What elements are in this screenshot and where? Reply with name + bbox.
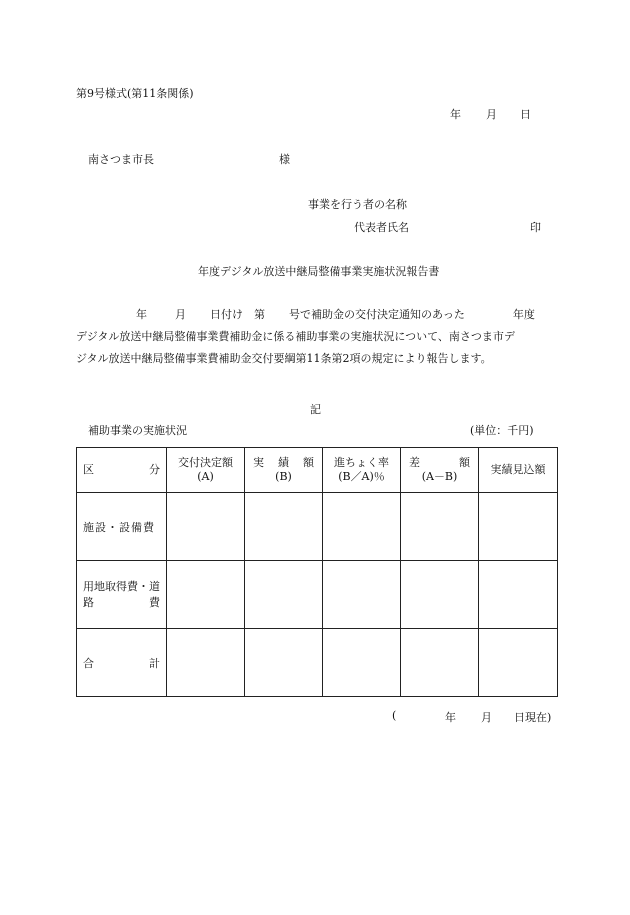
header-actual-a: 実 (253, 456, 264, 469)
header-granted-amount-sub: (A) (197, 470, 214, 483)
body-paragraph (76, 304, 560, 370)
header-progress-sub: (B／A)％ (338, 470, 385, 483)
table-cell[interactable] (167, 629, 245, 697)
header-difference-sub: (A－B) (421, 470, 458, 483)
row-label-total-left: 合 (83, 656, 94, 670)
table-cell[interactable] (323, 561, 401, 629)
footer-year: 年 (445, 711, 456, 724)
header-actual-sub: (B) (275, 470, 292, 483)
header-expected-actual (479, 448, 558, 493)
date-month: 月 (486, 108, 497, 121)
row-label-facilities-text: 施設・設備費 (83, 520, 155, 534)
header-difference-a: 差 (409, 456, 420, 469)
table-cell[interactable] (167, 561, 245, 629)
addressee-name: 南さつま市長 (88, 153, 154, 166)
row-label-facilities (77, 493, 167, 561)
table-row (77, 561, 558, 629)
form-number: 第9号様式(第11条関係) (76, 87, 194, 100)
table-header-row (77, 448, 558, 493)
table-cell[interactable] (323, 629, 401, 697)
document-title: 年度デジタル放送中継局整備事業実施状況報告書 (198, 265, 440, 278)
header-expected-label: 実績見込額 (490, 463, 546, 476)
body-fiscal-year: 年度 (512, 308, 535, 321)
body-year: 年 (136, 308, 147, 321)
row-label-land-road-left: 路 (83, 595, 94, 609)
table-cell[interactable] (401, 629, 479, 697)
table-cell[interactable] (479, 561, 558, 629)
table-cell[interactable] (401, 493, 479, 561)
applicant-org-label: 事業を行う者の名称 (308, 198, 407, 211)
implementation-status-table (76, 447, 558, 697)
header-category-right: 分 (149, 463, 160, 476)
date-day: 日 (520, 108, 531, 121)
header-actual-amount (245, 448, 323, 493)
header-granted-amount-label: 交付決定額 (178, 456, 233, 469)
header-granted-amount (167, 448, 245, 493)
table-row (77, 493, 558, 561)
header-difference-b: 額 (459, 456, 470, 469)
body-notice: 号で補助金の交付決定通知のあった (289, 308, 465, 321)
header-progress-label: 進ちょく率 (334, 456, 389, 469)
footer-month: 月 (481, 711, 492, 724)
body-line-3: ジタル放送中継局整備事業費補助金交付要綱第11条第2項の規定により報告します。 (76, 352, 492, 365)
table-cell[interactable] (167, 493, 245, 561)
section-label: 補助事業の実施状況 (88, 424, 187, 437)
table-cell[interactable] (323, 493, 401, 561)
header-progress-rate (323, 448, 401, 493)
unit-label: (単位：千円) (470, 424, 534, 437)
body-date-no: 日付け 第 (210, 308, 265, 321)
row-label-land-road (77, 561, 167, 629)
table-cell[interactable] (479, 629, 558, 697)
table-cell[interactable] (245, 493, 323, 561)
table-cell[interactable] (479, 493, 558, 561)
header-actual-c: 額 (303, 456, 314, 469)
row-label-total-right: 計 (149, 656, 160, 670)
row-label-total (77, 629, 167, 697)
ki-heading: 記 (310, 403, 321, 416)
row-label-land-road-right: 費 (149, 595, 160, 609)
header-actual-b: 績 (278, 456, 289, 469)
table-cell[interactable] (245, 561, 323, 629)
date-year: 年 (450, 108, 461, 121)
row-label-land-road-line1: 用地取得費・道 (83, 579, 160, 593)
footer-open-paren: ( (392, 709, 397, 722)
table-cell[interactable] (401, 561, 479, 629)
body-line-2: デジタル放送中継局整備事業費補助金に係る補助事業の実施状況について、南さつま市デ (76, 330, 515, 343)
table-row (77, 629, 558, 697)
header-category-left: 区 (83, 463, 94, 476)
body-line-1 (76, 304, 560, 326)
addressee-honorific: 様 (279, 153, 290, 166)
body-month: 月 (175, 308, 186, 321)
footer-day: 日現在) (514, 711, 552, 724)
header-difference (401, 448, 479, 493)
table-cell[interactable] (245, 629, 323, 697)
applicant-rep-label: 代表者氏名 (354, 221, 409, 234)
header-category (77, 448, 167, 493)
seal-mark: 印 (530, 221, 541, 234)
